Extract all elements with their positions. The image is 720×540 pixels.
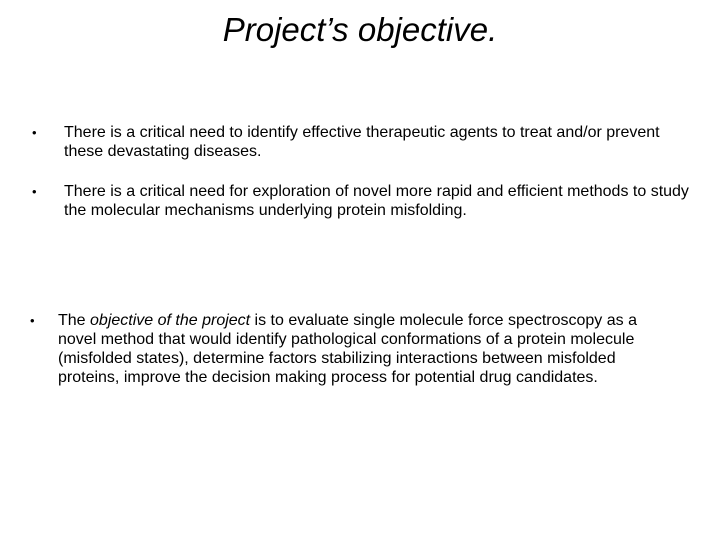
bullet-text-prefix: The <box>58 312 91 329</box>
slide-title: Project’s objective. <box>222 11 498 48</box>
bullet-text <box>58 311 678 387</box>
bullet-marker: • <box>32 184 37 199</box>
bullet-text-suffix: is to evaluate single molecule force spectroscopy as a novel method that would identify pathological conformations of a protein molecule (misfolded states), determine factors stabilizing interactions between misfolded proteins, improve the decision making process for potential drug candidates. <box>58 312 637 386</box>
bullet-marker: • <box>32 125 37 140</box>
bullet-text: There is a critical need to identify effective therapeutic agents to treat and/or prevent these devastating diseases. <box>64 124 660 160</box>
bullet-text-emphasis: objective of the project <box>90 312 251 329</box>
bullet-marker: • <box>30 313 35 328</box>
bullet-text: There is a critical need for exploration of novel more rapid and efficient methods to study the molecular mechanisms underlying protein misfolding. <box>64 183 689 219</box>
